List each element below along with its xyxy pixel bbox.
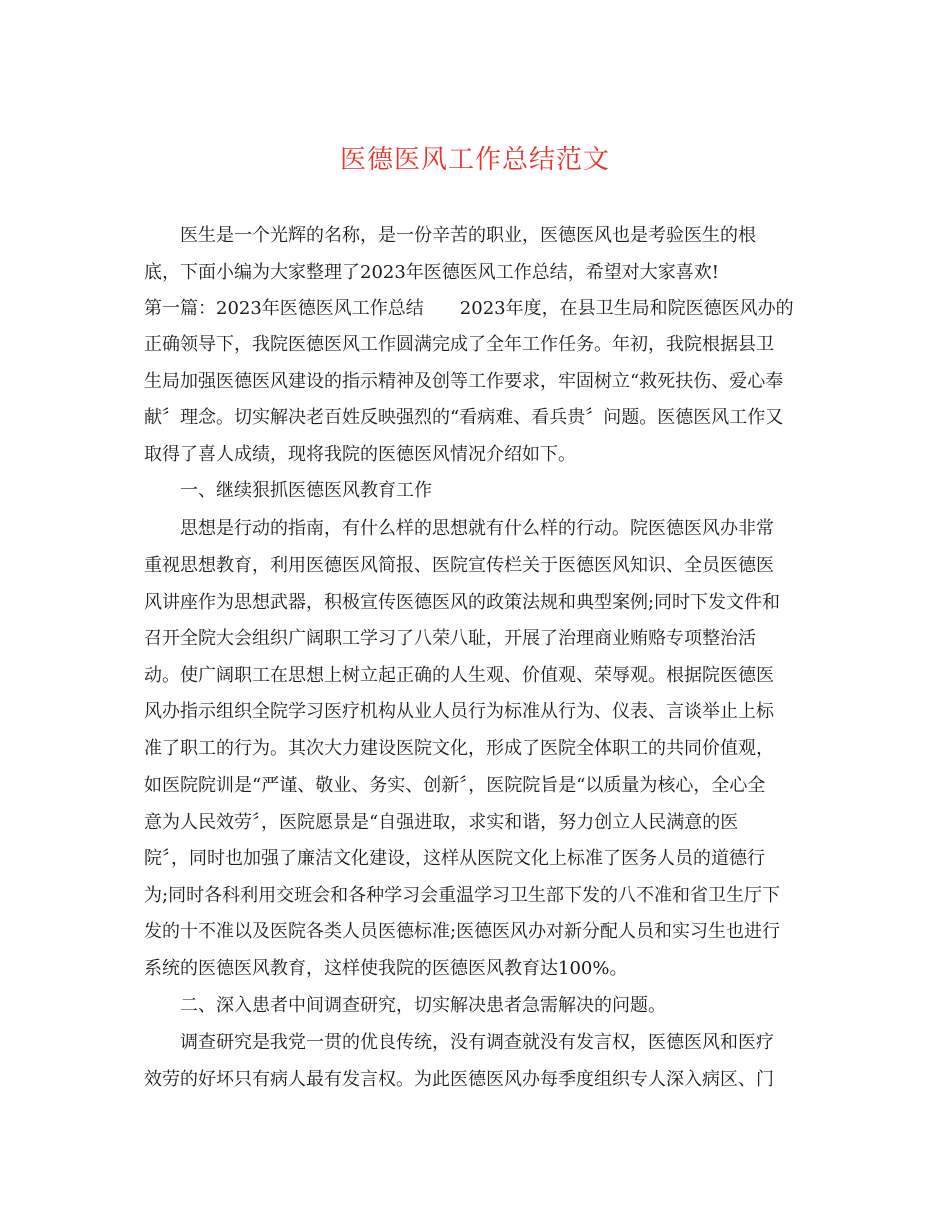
paragraph-line: 系统的医德医风教育，这样使我院的医德医风教育达100%。 xyxy=(144,958,628,979)
paragraph-line: 献〞理念。切实解决老百姓反映强烈的“看病难、看兵贵〞问题。医德医风工作又 xyxy=(144,407,784,428)
paragraph-line: 风讲座作为思想武器，积极宣传医德医风的政策法规和典型案例;同时下发文件和 xyxy=(144,592,781,613)
paragraph-line: 为;同时各科利用交班会和各种学习会重温学习卫生部下发的八不准和省卫生厅下 xyxy=(144,885,781,906)
paragraph-line: 发的十不准以及医院各类人员医德标准;医德医风办对新分配人员和实习生也进行 xyxy=(144,921,781,942)
paragraph-line: 意为人民效劳〞，医院愿景是“自强进取，求实和谐，努力创立人民满意的医 xyxy=(144,812,739,833)
paragraph-line: 风办指示组织全院学习医疗机构从业人员行为标准从行为、仪表、言谈举止上标 xyxy=(144,701,774,722)
paragraph-line: 调查研究是我党一贯的优良传统，没有调查就没有发言权，医德医风和医疗 xyxy=(144,1032,774,1053)
paragraph-line: 召开全院大会组织广阔职工学习了八荣八耻，开展了治理商业贿赂专项整治活 xyxy=(144,628,756,649)
paragraph-line: 生局加强医德医风建设的指示精神及创等工作要求，牢固树立“救死扶伤、爱心奉 xyxy=(144,371,784,392)
paragraph-line: 如医院院训是“严谨、敬业、务实、创新〞，医院院旨是“以质量为核心，全心全 xyxy=(144,775,766,796)
paragraph-line: 院〞，同时也加强了廉洁文化建设，这样从医院文化上标准了医务人员的道德行 xyxy=(144,848,765,869)
paragraph-line: 第一篇：2023年医德医风工作总结 2023年度，在县卫生局和院医德医风办的 xyxy=(144,298,794,319)
paragraph-line: 效劳的好坏只有病人最有发言权。为此医德医风办每季度组织专人深入病区、门 xyxy=(144,1069,774,1090)
paragraph-line: 医生是一个光辉的名称，是一份辛苦的职业，医德医风也是考验医生的根 xyxy=(144,225,756,246)
paragraph-line: 正确领导下，我院医德医风工作圆满完成了全年工作任务。年初，我院根据县卫 xyxy=(144,334,774,355)
paragraph-line: 动。使广阔职工在思想上树立起正确的人生观、价值观、荣辱观。根据院医德医 xyxy=(144,665,774,686)
paragraph-line: 底，下面小编为大家整理了2023年医德医风工作总结，希望对大家喜欢! xyxy=(144,262,720,283)
paragraph-line: 二、深入患者中间调查研究，切实解决患者急需解决的问题。 xyxy=(144,995,666,1016)
paragraph-line: 一、继续狠抓医德医风教育工作 xyxy=(144,480,432,501)
paragraph-line: 思想是行动的指南，有什么样的思想就有什么样的行动。院医德医风办非常 xyxy=(144,518,774,539)
document-body xyxy=(144,224,806,1210)
paragraph-line: 准了职工的行为。其次大力建设医院文化，形成了医院全体职工的共同价值观， xyxy=(144,738,774,759)
paragraph-line: 取得了喜人成绩，现将我院的医德医风情况介绍如下。 xyxy=(144,444,576,465)
paragraph-line: 重视思想教育，利用医德医风简报、医院宣传栏关于医德医风知识、全员医德医 xyxy=(144,555,774,576)
document-title: 医德医风工作总结范文 xyxy=(339,145,610,175)
